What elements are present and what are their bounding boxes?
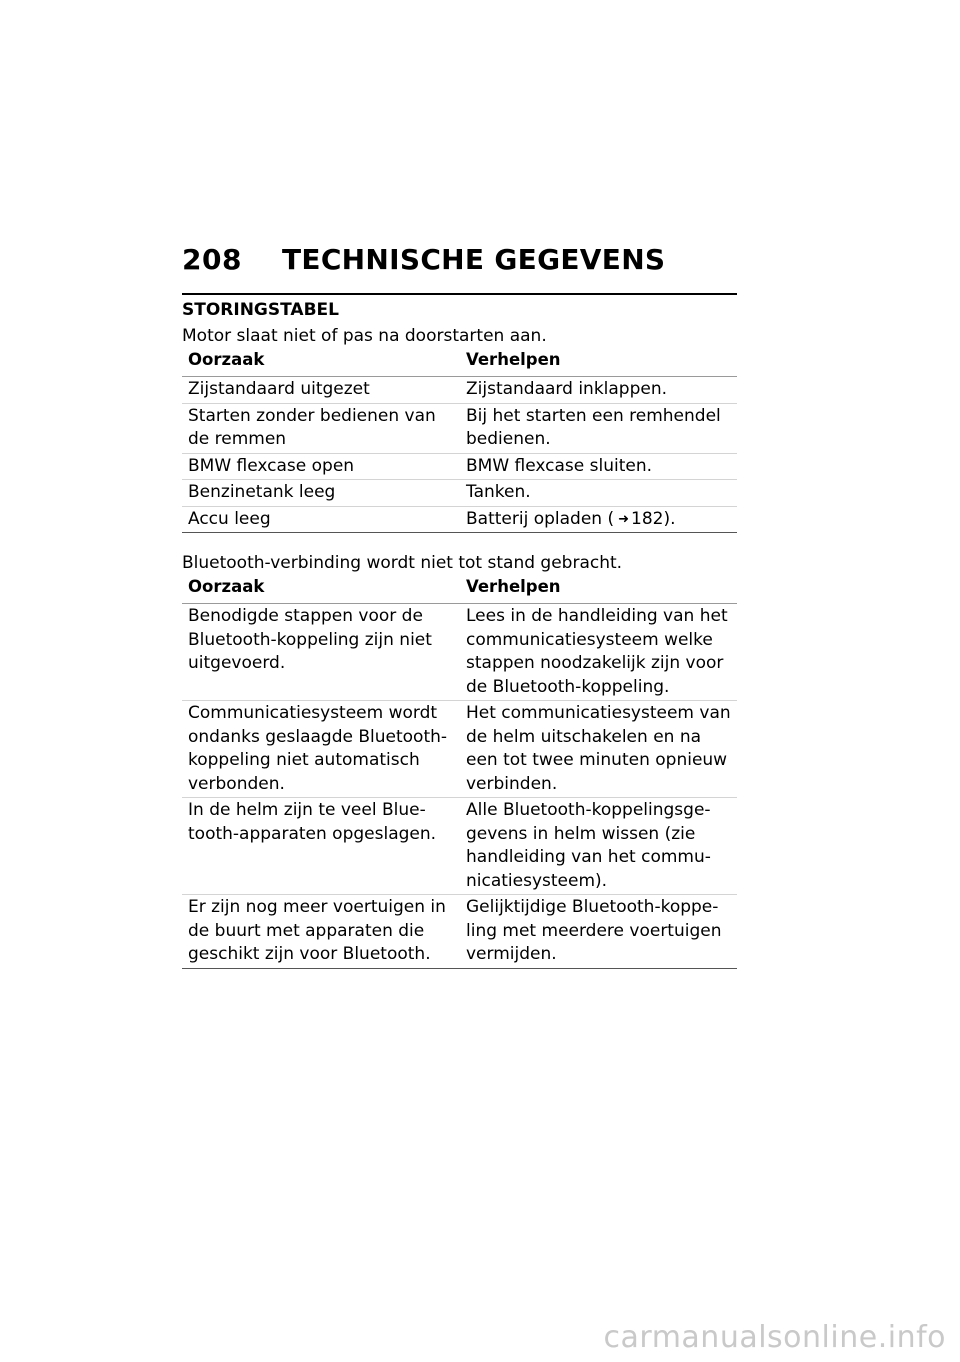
remedy-cell bbox=[460, 506, 737, 533]
page-number: 208 bbox=[182, 243, 242, 276]
table-row bbox=[182, 453, 737, 480]
table-caption-bluetooth: Bluetooth-verbinding wordt niet tot stand gebracht. bbox=[182, 553, 623, 573]
column-header-remedy: Verhelpen bbox=[460, 575, 737, 604]
remedy-cell: Lees in de handleiding van het communicatiesysteem welke stappen noodzakelijk zijn voor de Bluetooth-koppeling. bbox=[460, 604, 737, 701]
cause-cell: Communicatiesysteem wordt ondanks geslaagde Bluetooth-koppeling niet automatisch verbonden. bbox=[182, 701, 460, 798]
table-row bbox=[182, 798, 737, 895]
remedy-cell: Alle Bluetooth-koppelingsge-gevens in helm wissen (zie handleiding van het commu-nicatiesysteem). bbox=[460, 798, 737, 895]
table-row bbox=[182, 604, 737, 701]
cause-cell: Accu leeg bbox=[182, 506, 460, 533]
remedy-text: Batterij opladen ( bbox=[466, 508, 615, 529]
page-header bbox=[182, 243, 737, 297]
table-header-row bbox=[182, 575, 737, 604]
fault-table-start bbox=[182, 348, 737, 533]
remedy-cell: Tanken. bbox=[460, 480, 737, 507]
page-reference-link[interactable]: 182). bbox=[631, 508, 676, 529]
cause-cell: BMW flexcase open bbox=[182, 453, 460, 480]
table-header-row bbox=[182, 348, 737, 377]
table-row bbox=[182, 506, 737, 533]
cause-cell: Starten zonder bedienen van de remmen bbox=[182, 403, 460, 453]
header-rule bbox=[182, 293, 737, 295]
column-header-cause: Oorzaak bbox=[182, 575, 460, 604]
cause-cell: Zijstandaard uitgezet bbox=[182, 377, 460, 404]
cause-cell: In de helm zijn te veel Blue-tooth-apparaten opgeslagen. bbox=[182, 798, 460, 895]
watermark: carmanualsonline.info bbox=[603, 1320, 946, 1355]
remedy-cell: Gelijktijdige Bluetooth-koppe-ling met meerdere voertuigen vermijden. bbox=[460, 895, 737, 969]
table-row bbox=[182, 895, 737, 969]
table-row bbox=[182, 701, 737, 798]
cause-cell: Benzinetank leeg bbox=[182, 480, 460, 507]
table-row bbox=[182, 377, 737, 404]
remedy-cell: Zijstandaard inklappen. bbox=[460, 377, 737, 404]
remedy-cell: BMW flexcase sluiten. bbox=[460, 453, 737, 480]
remedy-cell: Het communicatiesysteem van de helm uitschakelen en na een tot twee minuten opnieuw verbinden. bbox=[460, 701, 737, 798]
remedy-cell: Bij het starten een remhendel bedienen. bbox=[460, 403, 737, 453]
cause-cell: Er zijn nog meer voertuigen in de buurt met apparaten die geschikt zijn voor Bluetooth. bbox=[182, 895, 460, 969]
column-header-cause: Oorzaak bbox=[182, 348, 460, 377]
table-row bbox=[182, 480, 737, 507]
cause-cell: Benodigde stappen voor de Bluetooth-koppeling zijn niet uitgevoerd. bbox=[182, 604, 460, 701]
section-title: STORINGSTABEL bbox=[182, 300, 339, 320]
table-caption-start: Motor slaat niet of pas na doorstarten aan. bbox=[182, 326, 547, 346]
content bbox=[182, 324, 737, 969]
fault-table-bluetooth bbox=[182, 575, 737, 969]
column-header-remedy: Verhelpen bbox=[460, 348, 737, 377]
chapter-title: TECHNISCHE GEGEVENS bbox=[282, 243, 666, 276]
table-row bbox=[182, 403, 737, 453]
arrow-right-icon: ➜ bbox=[618, 511, 630, 527]
